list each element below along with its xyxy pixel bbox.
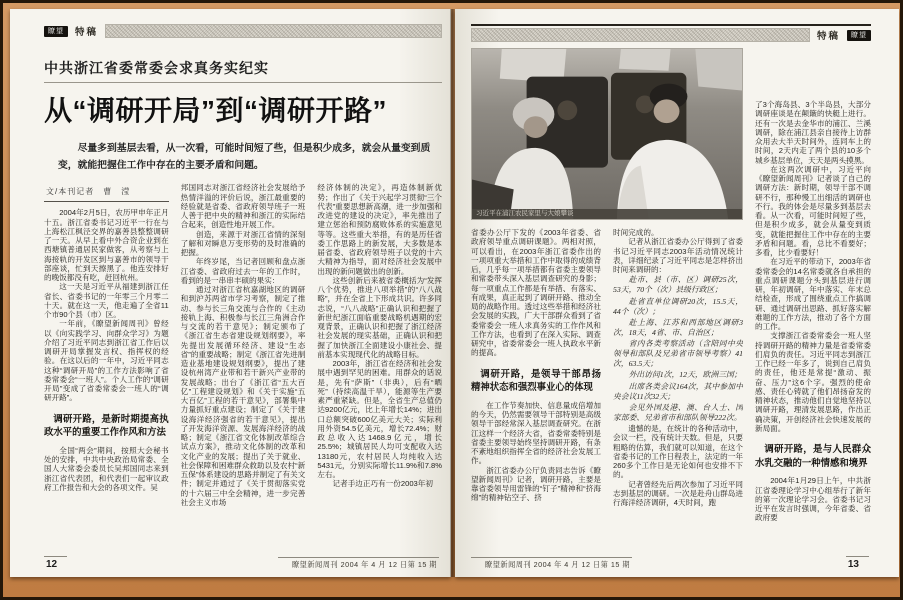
body-paragraph: 全国“两会”期间，按照大会秘书处的安排，中共中央政治局常委、全国人大常委会委员长吴邦国同志来到浙江省代表团，和代表们一起审议政府工作报告和大会的各项文件。吴 bbox=[44, 445, 169, 492]
header-texture-bar bbox=[471, 28, 810, 42]
left-column-1 bbox=[44, 183, 169, 567]
headline: 从“调研开局”到“调研开路” bbox=[44, 95, 388, 126]
page-number-right: 13 bbox=[846, 556, 869, 570]
body-paragraph: 通过对浙江省杭嘉湖地区的调研和到沪苏两省市学习考察，制定了推动、参与长三角交流与合作的《主动接轨上海、积极参与长江三角洲合作与交流的若干意见》；制定颁布了《浙江省生态省建设规划纲要》，率先提出发展循环经济、建设“生态省”的重要战略；制定《浙江省先进制造业基地建设规划纲要》，提出了建设杭州湾产业带和若干新兴产业带的发展战略；出台了《浙江省“五大百亿”工程建设规划》和《关于实施“五大百亿”工程的若干意见》，部署集中力量抓好重点建设；制定了《关于建设海洋经济强省的若干意见》，提出了开发海洋资源、发展海洋经济的战略；制定《浙江省文化体制改革综合试点方案》，推动文化体制的改革和文化产业的发展；提出了关于就业、社会保障和困难群众救助以及农村“新五保”体系建设的思路并制定了有关文件；制定并通过了《关于贯彻落实党的十六届三中全会精神，进一步完善社会主义市场 bbox=[180, 285, 306, 507]
body-paragraph: 记者手边正巧有一份2003年初 bbox=[332, 479, 433, 489]
body-paragraph: 会见外国及港、澳、台人士、国家部委、兄弟省市和部队领导222次。 bbox=[613, 402, 743, 422]
body-paragraph: 遗憾的是，在统计的各种活动中，会议一栏，没有统计天数。但是，只要粗略的估算，我们就可以知道，在这个省委书记的工作日程表上，法定的一年260多个工作日是无论如何也安排不下的。 bbox=[613, 424, 743, 480]
journal-footer-right: 瞭望新闻周刊 2004 年 4 月 12 日第 15 期 bbox=[471, 557, 632, 570]
right-inner-columns bbox=[471, 228, 743, 560]
photo-xi-visit bbox=[471, 48, 743, 220]
body-paragraph: 了3个海岛县、3个半岛县，大部分调研座谈是在颠簸的快艇上进行。还有一次是去金华市的浦江、兰溪调研，除在浦江县亲自接待上访群众用去大半天时间外，连同车上的时间，2天内走了两个县的10多个城乡基层单位，天天是两头摸黑。 bbox=[755, 100, 871, 165]
page-left bbox=[10, 9, 451, 577]
body-paragraph: 时间完成的。 bbox=[613, 228, 659, 237]
body-paragraph: 在这两次调研中，习近平向《瞭望新闻周刊》记者谈了自己的调研方法：新时期，领导干部不调研不行，那种慢工出细活的调研也不行。我的体会是尽量多到基层去看。从一次看，可能时间短了些，但是积少成多，就会从量变到质变，就能把握住工作中存在的主要矛盾和问题。看，总比不看要好；多看，比少看要好！ bbox=[755, 164, 871, 257]
body-paragraph: 记者曾经先后两次参加了习近平同志到基层的调研。一次是赴舟山群岛进行海洋经济调研，4天时间，跑 bbox=[613, 479, 743, 507]
journal-footer-left: 瞭望新闻周刊 2004 年 4 月 12 日第 15 期 bbox=[278, 557, 439, 570]
liaowang-logo: 瞭望 bbox=[847, 30, 871, 41]
body-paragraph: 邦国同志对浙江省经济社会发展给予热情洋溢的评价后说，浙江最重要的经验就是省委、省政府领导班子一班人善于把中央的精神和浙江的实际结合起来，创造性地开展工作。 bbox=[180, 183, 306, 230]
page-right-footer bbox=[471, 556, 869, 570]
section-label: 特稿 bbox=[75, 27, 99, 38]
lede: 尽量多到基层去看，从一次看，可能时间短了些，但是积少成多，就会从量变到质变，就能把握住工作中存在的主要矛盾和问题。 bbox=[58, 143, 431, 172]
body-paragraph: 在工作节奏加快、信息量成倍增加的今天，仍然需要领导干部特别是高级领导干部经常深入基层调查研究。在浙江这样一个经济大省，省委常委特别是省委主要领导始终坚持调研开路，有条不紊地组织指挥全省的经济社会发展工作。 bbox=[471, 400, 601, 466]
left-column-3 bbox=[317, 183, 442, 567]
page-left-footer bbox=[44, 556, 439, 570]
body-paragraph: 出席各类会议164次，其中参加中央会议11次32天； bbox=[613, 381, 743, 401]
body-paragraph: 支撑浙江省委常委会一班人坚持调研开路的精神力量是省委常委们肩负的责任。习近平同志到浙江工作已经一年多了，说到自己肩负的责任，他还是常提“激动、振奋、压力”这6个字。强烈的使命感、责任心铸就了他们昂扬奋发的精神状态，推动他们自觉地坚持以调研开路，理清发展思路，作出正确决策，开创经济社会快速发展的新局面。 bbox=[755, 331, 871, 433]
body-paragraph: 赴省直单位调研20次，15.5天，44个（次）； bbox=[613, 296, 743, 316]
body-paragraph: 外出访问1次，12天，欧洲三国； bbox=[628, 370, 742, 380]
header-texture-bar bbox=[105, 24, 442, 38]
page-left-running-head bbox=[44, 24, 442, 38]
body-paragraph: 2003年，浙江省在经济和社会发展中遇到罕见的困难。用群众的话说是，先有“萨斯”（非典），后有“晒死”（持续高温干旱），能源等生产要素严重紧缺。但是，全省生产总值仍达9200亿元，比上年增长14%；进出口总额突破600亿美元大关；实际利用外资54.5亿美元，增长72.4%；财政总收入达1468.9亿元，增长25.5%；城镇居民人均可支配收入达13180元，农村居民人均纯收入达5431元，分别实际增长11.9%和7.8%左右。 bbox=[317, 359, 442, 480]
section-subhead: 调研开路，是与人民群众水乳交融的一种情感和境界 bbox=[755, 443, 871, 468]
body-paragraph: 浙江省委办公厅负责同志告诉《瞭望新闻周刊》记者，调研开路，主要是靠省委领导用雷锋的“钉子”精神和“挤海绵”的精神钻空子、挤 bbox=[471, 465, 601, 503]
page-right-running-head bbox=[471, 24, 871, 42]
section-subhead: 调研开路，是新时期提高执政水平的重要工作作风和方法 bbox=[44, 412, 169, 438]
right-page-left-area bbox=[471, 48, 743, 560]
page-right bbox=[455, 9, 899, 577]
body-paragraph: 创造，来源于对浙江省情的深刻了解和对瞬息万变形势的及时准确的把握。 bbox=[180, 229, 306, 258]
body-paragraph: 省内各类考察活动（含陪同中央领导和部队及兄弟省市领导考察）41次，63.5天； bbox=[613, 339, 743, 369]
body-paragraph: 2004年2月5日，农历甲申年正月十五。浙江省委书记习近平一行在与上海松江枫泾交界的嘉善县整整调研了一天。从早上看中外合资企业到在西塘镇普通居民家做客，从考察与上海接轨的开发区到与嘉善市的领导干部座谈，忙到天擦黑了。他连安排好的晚饭都没有吃，赶回杭州。 bbox=[44, 208, 169, 283]
body-paragraph: 年终岁尾，当记者回顾和盘点浙江省委、省政府过去一年的工作时，看到的是一串串丰硕的果实： bbox=[180, 257, 306, 285]
body-paragraph: 赴上海、江苏和西部地区调研3次，18天，4省、市、自治区； bbox=[613, 317, 743, 337]
right-column-1 bbox=[471, 228, 601, 560]
photo-caption: 习近平在浦江农民家里与大娘攀谈 bbox=[472, 209, 742, 219]
page-number-left: 12 bbox=[44, 556, 67, 570]
body-paragraph: 省委办公厅下发的《2003年省委、省政府领导重点调研课题》。两相对照，可以看出，在2003年浙江省委作出的一项项重大举措和工作中取得的成绩背后，几乎每一项举措都有省委主要领导和常委带头深入基层调查研究的身影；每一项重点工作都是有举措、有落实、有成果，真正起到了调研开路、推动全局的战略作用。透过这些举措和经济社会发展的实践，广大干部群众看到了省委常委会一班人求真务实的工作作风和工作方法，也看到了在深入实际、调查研究中，省委常委会一班人执政水平新的提高。 bbox=[471, 228, 601, 358]
body-paragraph: 这些创新后来被省委概括为“发挥八个优势，推进八项举措”的“八八战略”，并在全省上下形成共识。许多同志说，“八八战略”正确认识和把握了新世纪浙江面临重要战略机遇期的宏观背景，正确认识和把握了浙江经济社会发展的现实基础，正确认识和把握了加快浙江全面建设小康社会、提前基本实现现代化的战略目标。 bbox=[317, 275, 442, 359]
body-paragraph: 经济体制的决定》，再造体制新优势；作出了《关于兴起学习贯彻“三个代表”重要思想新高潮，进一步加强和改进党的建设的决定》，率先推出了建立惩治和预防腐败体系的实施意见等等。这些重大举措，有的是历任省委工作思路上的新发展，大多数是本届省委、省政府领导班子以党的十六大精神为指导，面对经济社会发展中出现的新问题做出的创新。 bbox=[317, 183, 442, 276]
body-paragraph: 赴市、县（市、区）调研25次，53天，70个（次）县级行政区； bbox=[613, 275, 743, 295]
body-paragraph: 记者从浙江省委办公厅得到了省委书记习近平同志2003年活动情况统计表，详细纪录了习近平同志是怎样挤出时间来调研的： bbox=[613, 237, 743, 274]
right-column-2 bbox=[613, 228, 743, 560]
section-subhead: 调研开路，是领导干部昂扬精神状态和强烈事业心的体现 bbox=[471, 367, 601, 393]
byline: 文/本刊记者 曹 滢 bbox=[44, 183, 169, 202]
left-column-2 bbox=[181, 183, 306, 567]
kicker: 中共浙江省委常委会求真务实纪实 bbox=[44, 58, 442, 83]
section-label: 特稿 bbox=[816, 31, 840, 42]
body-paragraph: 2004年1月29日上午，中共浙江省委理论学习中心组举行了新年的第一次理论学习会。省委书记习近平在发言时强调，今年省委、省政府要 bbox=[755, 476, 871, 523]
right-page-body bbox=[471, 48, 871, 560]
column-paragraphs bbox=[44, 208, 169, 492]
body-paragraph: 在习近平的带动下，2003年省委常委会的14名常委就各自承担的重点调研课题分头到基层进行调研，年初调研，年中落实、年末总结检查，形成了围绕重点工作搞调研、通过调研出思路、抓好落实解难题的工作方法，推动了各个方面的工作。 bbox=[755, 257, 871, 331]
left-page-body bbox=[44, 183, 442, 567]
liaowang-logo: 瞭望 bbox=[44, 26, 68, 37]
photo-illustration bbox=[472, 49, 742, 219]
right-column-3 bbox=[755, 48, 871, 560]
body-paragraph: 一年前，《瞭望新闻周刊》曾经以《向实践学习、向群众学习》为题介绍了习近平同志到浙江省工作后以调研开局掌握发言权、指挥权的经验。在这以后的一年中，习近平同志这种“调研开局”的工作方法影响了省委常委会“一班人”。个人工作的“调研开局”变成了省委常委会一班人的“调研开路”。 bbox=[44, 319, 169, 403]
body-paragraph: 这一天是习近平从福建到浙江任省长、省委书记的一年零三个月零二十天。就在这一天，他走遍了全省11个市90个县（市）区。 bbox=[44, 282, 169, 320]
